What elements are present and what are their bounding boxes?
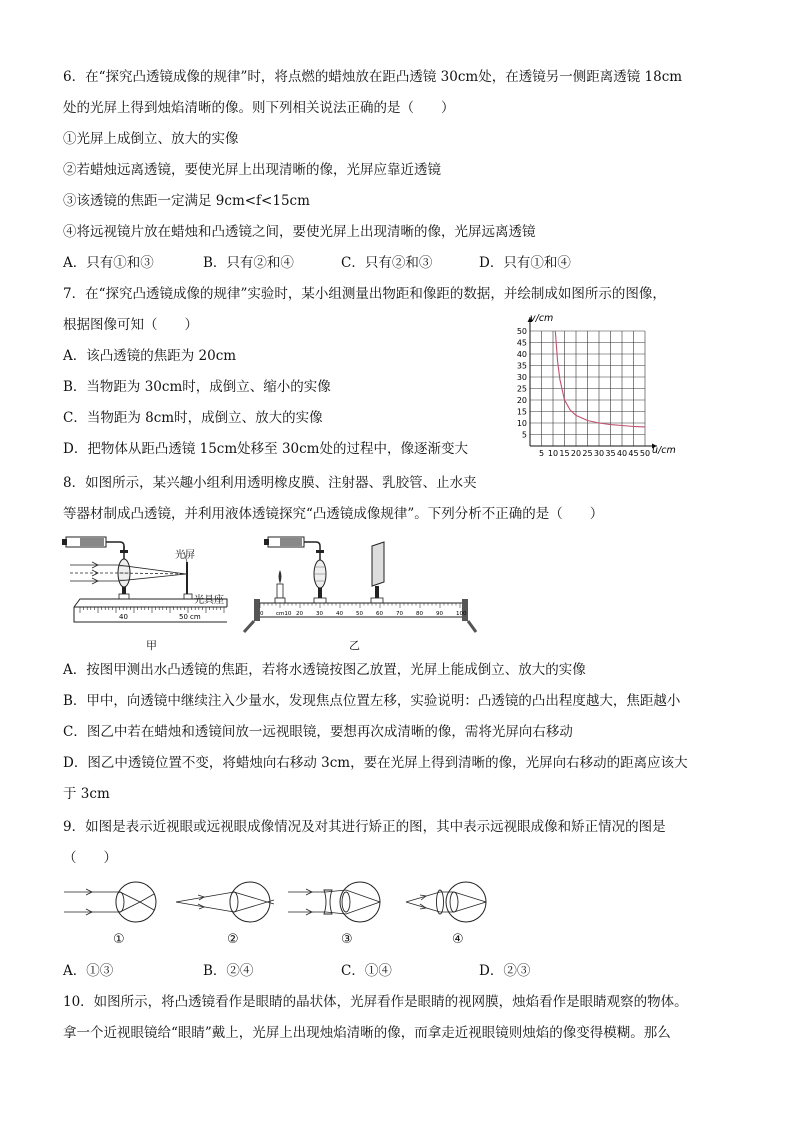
clamp [120, 550, 128, 553]
q9-stem-line1: 9．如图是表示近视眼或远视眼成像情况及对其进行矫正的图，其中表示远视眼成像和矫正情况的图是 [63, 819, 666, 835]
eye-diagram-4 [406, 882, 486, 922]
scale-40: 40 [119, 613, 128, 621]
candle-flame [279, 570, 282, 584]
y-tick-label: 35 [516, 361, 527, 371]
caption-jia: 甲 [146, 639, 157, 652]
q6-statement-2: ②若蜡烛远离透镜，要使光屏上出现清晰的像，光屏应靠近透镜 [63, 162, 441, 178]
uv-curve [555, 331, 645, 427]
y-tick-label: 20 [516, 396, 527, 405]
ruler-label: 80 [416, 611, 423, 617]
syringe-barrel [80, 538, 104, 546]
q8-stem-line1: 8．如图所示，某兴趣小组利用透明橡皮膜、注射器、乳胶管、止水夹 [63, 475, 477, 491]
q6-options [63, 254, 683, 272]
ruler-label: 30 [316, 611, 323, 617]
convex-lens [437, 890, 444, 914]
x-tick-label: 45 [628, 449, 639, 458]
q9-option-a[interactable]: A．①③ [63, 963, 114, 979]
ruler-label: 50 [356, 611, 363, 617]
y-tick-label: 15 [516, 407, 527, 417]
y-tick-label: 45 [516, 338, 527, 348]
y-tick-label: 5 [521, 430, 527, 440]
q7-stem-line2: 根据图像可知（ ） [63, 317, 198, 333]
q9-option-b[interactable]: B．②④ [203, 963, 254, 979]
q7-option-c[interactable]: C．当物距为 8cm时，成倒立、放大的实像 [63, 410, 323, 426]
eye-diagram-3 [288, 882, 380, 922]
eye-diagram-2 [176, 882, 274, 922]
caption-yi: 乙 [349, 639, 360, 652]
eye-label-3: ③ [341, 932, 353, 947]
q8-option-d-line1[interactable]: D．图乙中透镜位置不变，将蜡烛向右移动 3cm，要在光屏上得到清晰的像，光屏向右移动的距离应该大 [63, 755, 688, 771]
x-tick-label: 20 [570, 449, 582, 458]
q8-option-a[interactable]: A．按图甲测出水凸透镜的焦距，若将水透镜按图乙放置，光屏上能成倒立、放大的实像 [63, 662, 586, 678]
q6-option-d[interactable]: D．只有①和④ [479, 255, 571, 271]
concave-lens [324, 890, 332, 914]
candle [277, 584, 283, 598]
figure-yi [238, 532, 478, 636]
x-tick-label: 15 [559, 449, 570, 458]
syringe-plunger [62, 539, 67, 545]
x-tick-label: 10 [547, 449, 559, 458]
q6-statement-1: ①光屏上成倒立、放大的实像 [63, 131, 239, 147]
eye-diagrams [62, 874, 502, 950]
q7-option-d[interactable]: D．把物体从距凸透镜 15cm处移至 30cm处的过程中，像逐渐变大 [63, 441, 468, 457]
x-tick-label: 25 [582, 449, 593, 458]
x-axis-label: u/cm [652, 445, 676, 456]
q10-stem-line2: 拿一个近视眼镜给“眼睛”戴上，光屏上出现烛焰清晰的像，而拿走近视眼镜则烛焰的像变得模糊。那么 [63, 1025, 671, 1041]
q7-option-b[interactable]: B．当物距为 30cm时，成倒立、缩小的实像 [63, 379, 331, 395]
y-axis-label: v/cm [530, 313, 554, 324]
ruler-label: 0 [260, 611, 264, 617]
q6-option-a[interactable]: A．只有①和③ [63, 255, 154, 271]
y-tick-label: 25 [516, 384, 527, 394]
q9-option-c[interactable]: C．①④ [341, 963, 392, 979]
eye-label-2: ② [227, 932, 239, 947]
q6-statement-4: ④将远视镜片放在蜡烛和凸透镜之间，要使光屏上出现清晰的像，光屏远离透镜 [63, 224, 536, 240]
q8-stem-line2: 等器材制成凸透镜，并利用液体透镜探究“凸透镜成像规律”。下列分析不正确的是（ ） [63, 506, 604, 522]
figure-jia [62, 532, 262, 632]
q8-option-d-line2: 于 3cm [63, 786, 110, 802]
label-screen: 光屏 [175, 550, 195, 561]
x-tick-label: 30 [593, 449, 605, 458]
scale-50: 50 [179, 613, 188, 621]
q7-option-a[interactable]: A．该凸透镜的焦距为 20cm [63, 348, 237, 364]
ruler-label: cm10 [276, 611, 292, 617]
eye-label-4: ④ [452, 932, 464, 947]
q8-option-b[interactable]: B．甲中，向透镜中继续注入少量水，发现焦点位置左移，实验说明：凸透镜的凸出程度越大，焦距越小 [63, 693, 681, 709]
y-tick-label: 10 [516, 419, 527, 428]
uv-graph [500, 308, 690, 473]
eye-diagram-1 [64, 882, 156, 922]
q9-option-d[interactable]: D．②③ [479, 963, 531, 979]
q9-options [63, 962, 683, 980]
x-tick-label: 50 [639, 449, 651, 458]
q8-option-c[interactable]: C．图乙中若在蜡烛和透镜间放一远视眼镜，要想再次成清晰的像，需将光屏向右移动 [63, 724, 573, 740]
ruler-label: 90 [436, 611, 443, 617]
q6-stem-line1: 6．在“探究凸透镜成像的规律”时，将点燃的蜡烛放在距凸透镜 30cm处，在透镜另一侧距离透镜 18cm [63, 69, 683, 85]
ruler-label: 40 [336, 611, 343, 617]
y-tick-label: 50 [516, 327, 527, 336]
x-tick-label: 5 [538, 449, 545, 458]
x-tick-label: 35 [605, 449, 616, 458]
ruler-label: 20 [296, 611, 303, 617]
q6-statement-3: ③该透镜的焦距一定满足 9cm<f<15cm [63, 193, 310, 209]
ruler-label: 60 [376, 611, 383, 617]
q10-stem-line1: 10．如图所示，将凸透镜看作是眼睛的晶状体，光屏看作是眼睛的视网膜，烛焰看作是眼睛观察的物体。 [63, 994, 688, 1010]
scale-cm: cm [190, 613, 201, 621]
q6-option-b[interactable]: B．只有②和④ [203, 255, 294, 271]
q7-stem-line1: 7．在“探究凸透镜成像的规律”实验时，某小组测量出物距和像距的数据，并绘制成如图所示的图像， [63, 286, 666, 302]
screen [372, 542, 384, 586]
y-tick-label: 30 [516, 373, 527, 382]
q6-stem-line2: 处的光屏上得到烛焰清晰的像。则下列相关说法正确的是（ ） [63, 100, 455, 116]
eye-label-1: ① [113, 932, 125, 947]
ruler-label: 100 [456, 611, 467, 617]
x-tick-label: 40 [616, 449, 628, 458]
q9-stem-line2: （ ） [63, 850, 117, 866]
label-optical-bench: 光具座 [194, 595, 224, 606]
y-tick-label: 40 [516, 350, 527, 359]
q6-option-c[interactable]: C．只有②和③ [341, 255, 433, 271]
ruler-label: 70 [396, 611, 403, 617]
